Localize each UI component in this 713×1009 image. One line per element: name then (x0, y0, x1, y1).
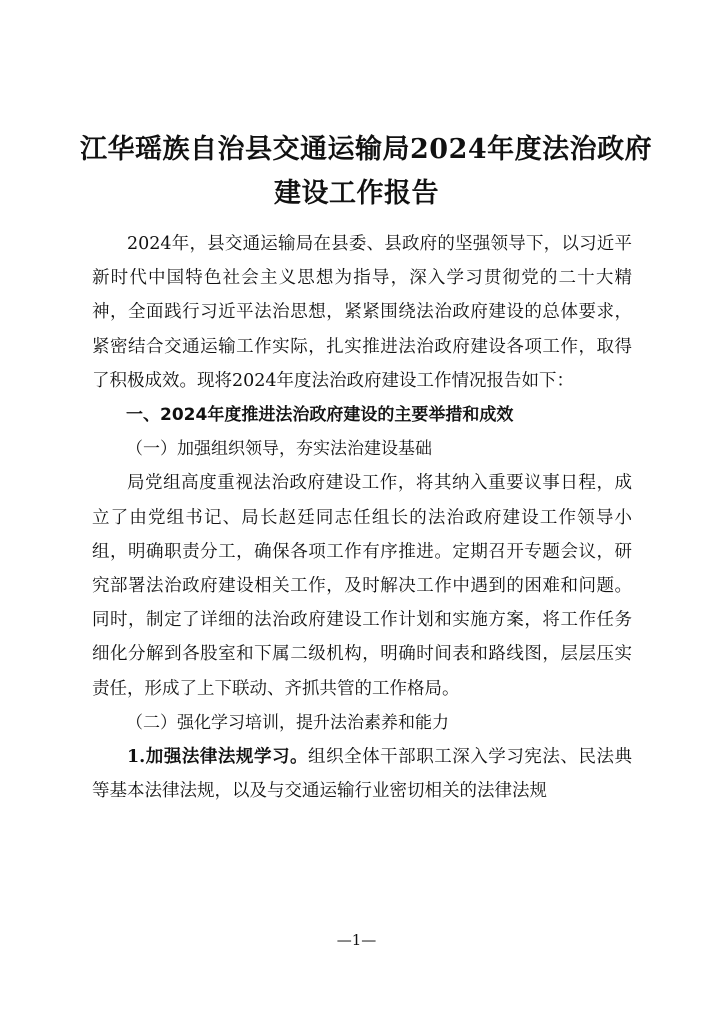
page-number: —1— (336, 931, 377, 949)
item-1-body: 组织全体干部职工深入学习宪法、民法典等基本法律法规，以及与交通运输行业密切相关的法律法规 (92, 747, 632, 802)
document-title-line-2: 建设工作报告 (274, 178, 439, 209)
document-title-line-1: 江华瑶族自治县交通运输局2024年度法治政府 (80, 134, 653, 165)
subsection-1-paragraph: 局党组高度重视法治政府建设工作，将其纳入重要议事日程，成立了由党组书记、局长赵廷同志任组长的法治政府建设工作领导小组，明确职责分工，确保各项工作有序推进。定期召开专题会议，研究部署法治政府建设相关工作，及时解决工作中遇到的困难和问题。同时，制定了详细的法治政府建设工作计划和实施方案，将工作任务细化分解到各股室和下属二级机构，明确时间表和路线图，层层压实责任，形成了上下联动、齐抓共管的工作格局。 (92, 473, 632, 699)
document-body (92, 227, 632, 808)
subsection-heading-1: （一）加强组织领导，夯实法治建设基础 (126, 439, 432, 460)
subsection-heading-2: （二）强化学习培训，提升法治素养和能力 (126, 712, 449, 733)
item-1-paragraph (92, 740, 632, 808)
section-heading-1: 一、2024年度推进法治政府建设的主要举措和成效 (126, 405, 514, 426)
item-1-lead: 1.加强法律法规学习。 (127, 747, 309, 768)
intro-paragraph: 2024年，县交通运输局在县委、县政府的坚强领导下，以习近平新时代中国特色社会主义思想为指导，深入学习贯彻党的二十大精神，全面践行习近平法治思想，紧紧围绕法治政府建设的总体要求，紧密结合交通运输工作实际，扎实推进法治政府建设各项工作，取得了积极成效。现将2024年度法治政府建设工作情况报告如下： (92, 234, 632, 391)
